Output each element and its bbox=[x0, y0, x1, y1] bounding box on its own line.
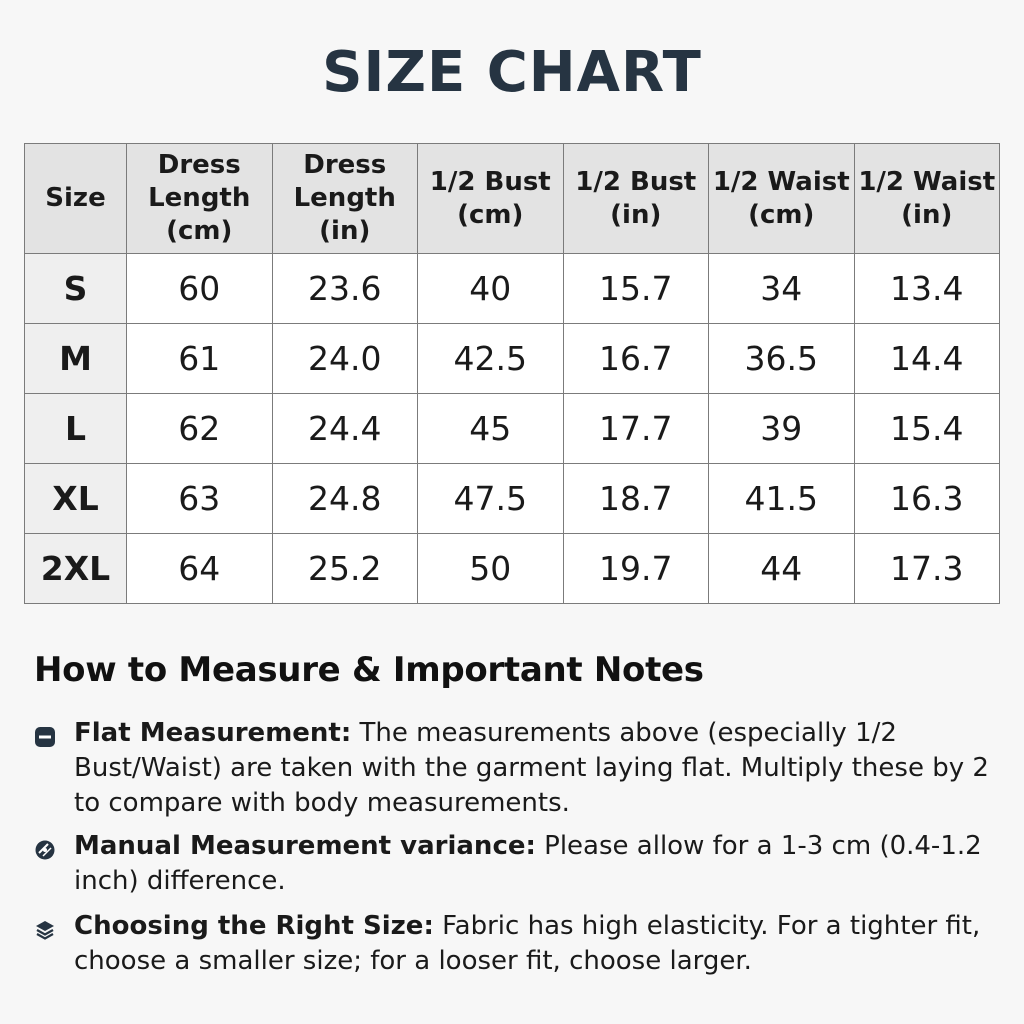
note-text: The measurements above (especially 1/2 Bust/Waist) are taken with the garment laying flat. Multiply these by 2 to compare with body measurements. bbox=[74, 718, 989, 818]
note-lead: Flat Measurement: bbox=[74, 718, 352, 748]
table-cell: 23.6 bbox=[272, 254, 418, 324]
table-row bbox=[25, 394, 1000, 464]
size-cell: XL bbox=[25, 464, 127, 534]
table-cell: 41.5 bbox=[709, 464, 855, 534]
table-cell: 19.7 bbox=[563, 534, 709, 604]
table-cell: 62 bbox=[127, 394, 273, 464]
table-cell: 45 bbox=[418, 394, 564, 464]
column-header-bust-cm: 1/2 Bust (cm) bbox=[418, 144, 564, 254]
table-cell: 16.3 bbox=[854, 464, 1000, 534]
table-cell: 14.4 bbox=[854, 324, 1000, 394]
column-header-dress-length-cm: Dress Length (cm) bbox=[127, 144, 273, 254]
notes-heading: How to Measure & Important Notes bbox=[34, 650, 704, 690]
column-header-size: Size bbox=[25, 144, 127, 254]
tape-measure-icon bbox=[34, 836, 56, 858]
table-cell: 17.7 bbox=[563, 394, 709, 464]
note-lead: Choosing the Right Size: bbox=[74, 911, 434, 941]
note-flat-measurement bbox=[34, 716, 994, 821]
table-cell: 36.5 bbox=[709, 324, 855, 394]
note-text: Fabric has high elasticity. For a tighter fit, choose a smaller size; for a looser fit, choose larger. bbox=[74, 911, 981, 976]
table-cell: 24.8 bbox=[272, 464, 418, 534]
table-cell: 39 bbox=[709, 394, 855, 464]
table-cell: 60 bbox=[127, 254, 273, 324]
note-measurement-variance bbox=[34, 829, 994, 899]
column-header-dress-length-in: Dress Length (in) bbox=[272, 144, 418, 254]
table-cell: 13.4 bbox=[854, 254, 1000, 324]
minus-box-icon bbox=[34, 723, 56, 745]
size-table bbox=[24, 143, 1000, 604]
table-cell: 44 bbox=[709, 534, 855, 604]
table-row bbox=[25, 464, 1000, 534]
table-row bbox=[25, 324, 1000, 394]
table-cell: 40 bbox=[418, 254, 564, 324]
page-title: SIZE CHART bbox=[322, 40, 702, 105]
table-cell: 63 bbox=[127, 464, 273, 534]
table-cell: 18.7 bbox=[563, 464, 709, 534]
table-cell: 15.4 bbox=[854, 394, 1000, 464]
table-cell: 24.0 bbox=[272, 324, 418, 394]
table-row bbox=[25, 254, 1000, 324]
column-header-bust-in: 1/2 Bust (in) bbox=[563, 144, 709, 254]
table-cell: 25.2 bbox=[272, 534, 418, 604]
note-text: Please allow for a 1-3 cm (0.4-1.2 inch) difference. bbox=[74, 831, 982, 896]
size-cell: S bbox=[25, 254, 127, 324]
table-row bbox=[25, 534, 1000, 604]
table-cell: 50 bbox=[418, 534, 564, 604]
size-cell: 2XL bbox=[25, 534, 127, 604]
table-cell: 34 bbox=[709, 254, 855, 324]
table-cell: 15.7 bbox=[563, 254, 709, 324]
column-header-waist-in: 1/2 Waist (in) bbox=[854, 144, 1000, 254]
table-cell: 42.5 bbox=[418, 324, 564, 394]
table-header-row bbox=[25, 144, 1000, 254]
note-lead: Manual Measurement variance: bbox=[74, 831, 536, 861]
table-cell: 17.3 bbox=[854, 534, 1000, 604]
table-cell: 64 bbox=[127, 534, 273, 604]
table-cell: 24.4 bbox=[272, 394, 418, 464]
layers-icon bbox=[34, 916, 56, 938]
table-cell: 16.7 bbox=[563, 324, 709, 394]
note-choosing-size bbox=[34, 909, 994, 979]
size-cell: M bbox=[25, 324, 127, 394]
size-cell: L bbox=[25, 394, 127, 464]
notes-list bbox=[34, 716, 994, 987]
table-cell: 61 bbox=[127, 324, 273, 394]
column-header-waist-cm: 1/2 Waist (cm) bbox=[709, 144, 855, 254]
table-cell: 47.5 bbox=[418, 464, 564, 534]
